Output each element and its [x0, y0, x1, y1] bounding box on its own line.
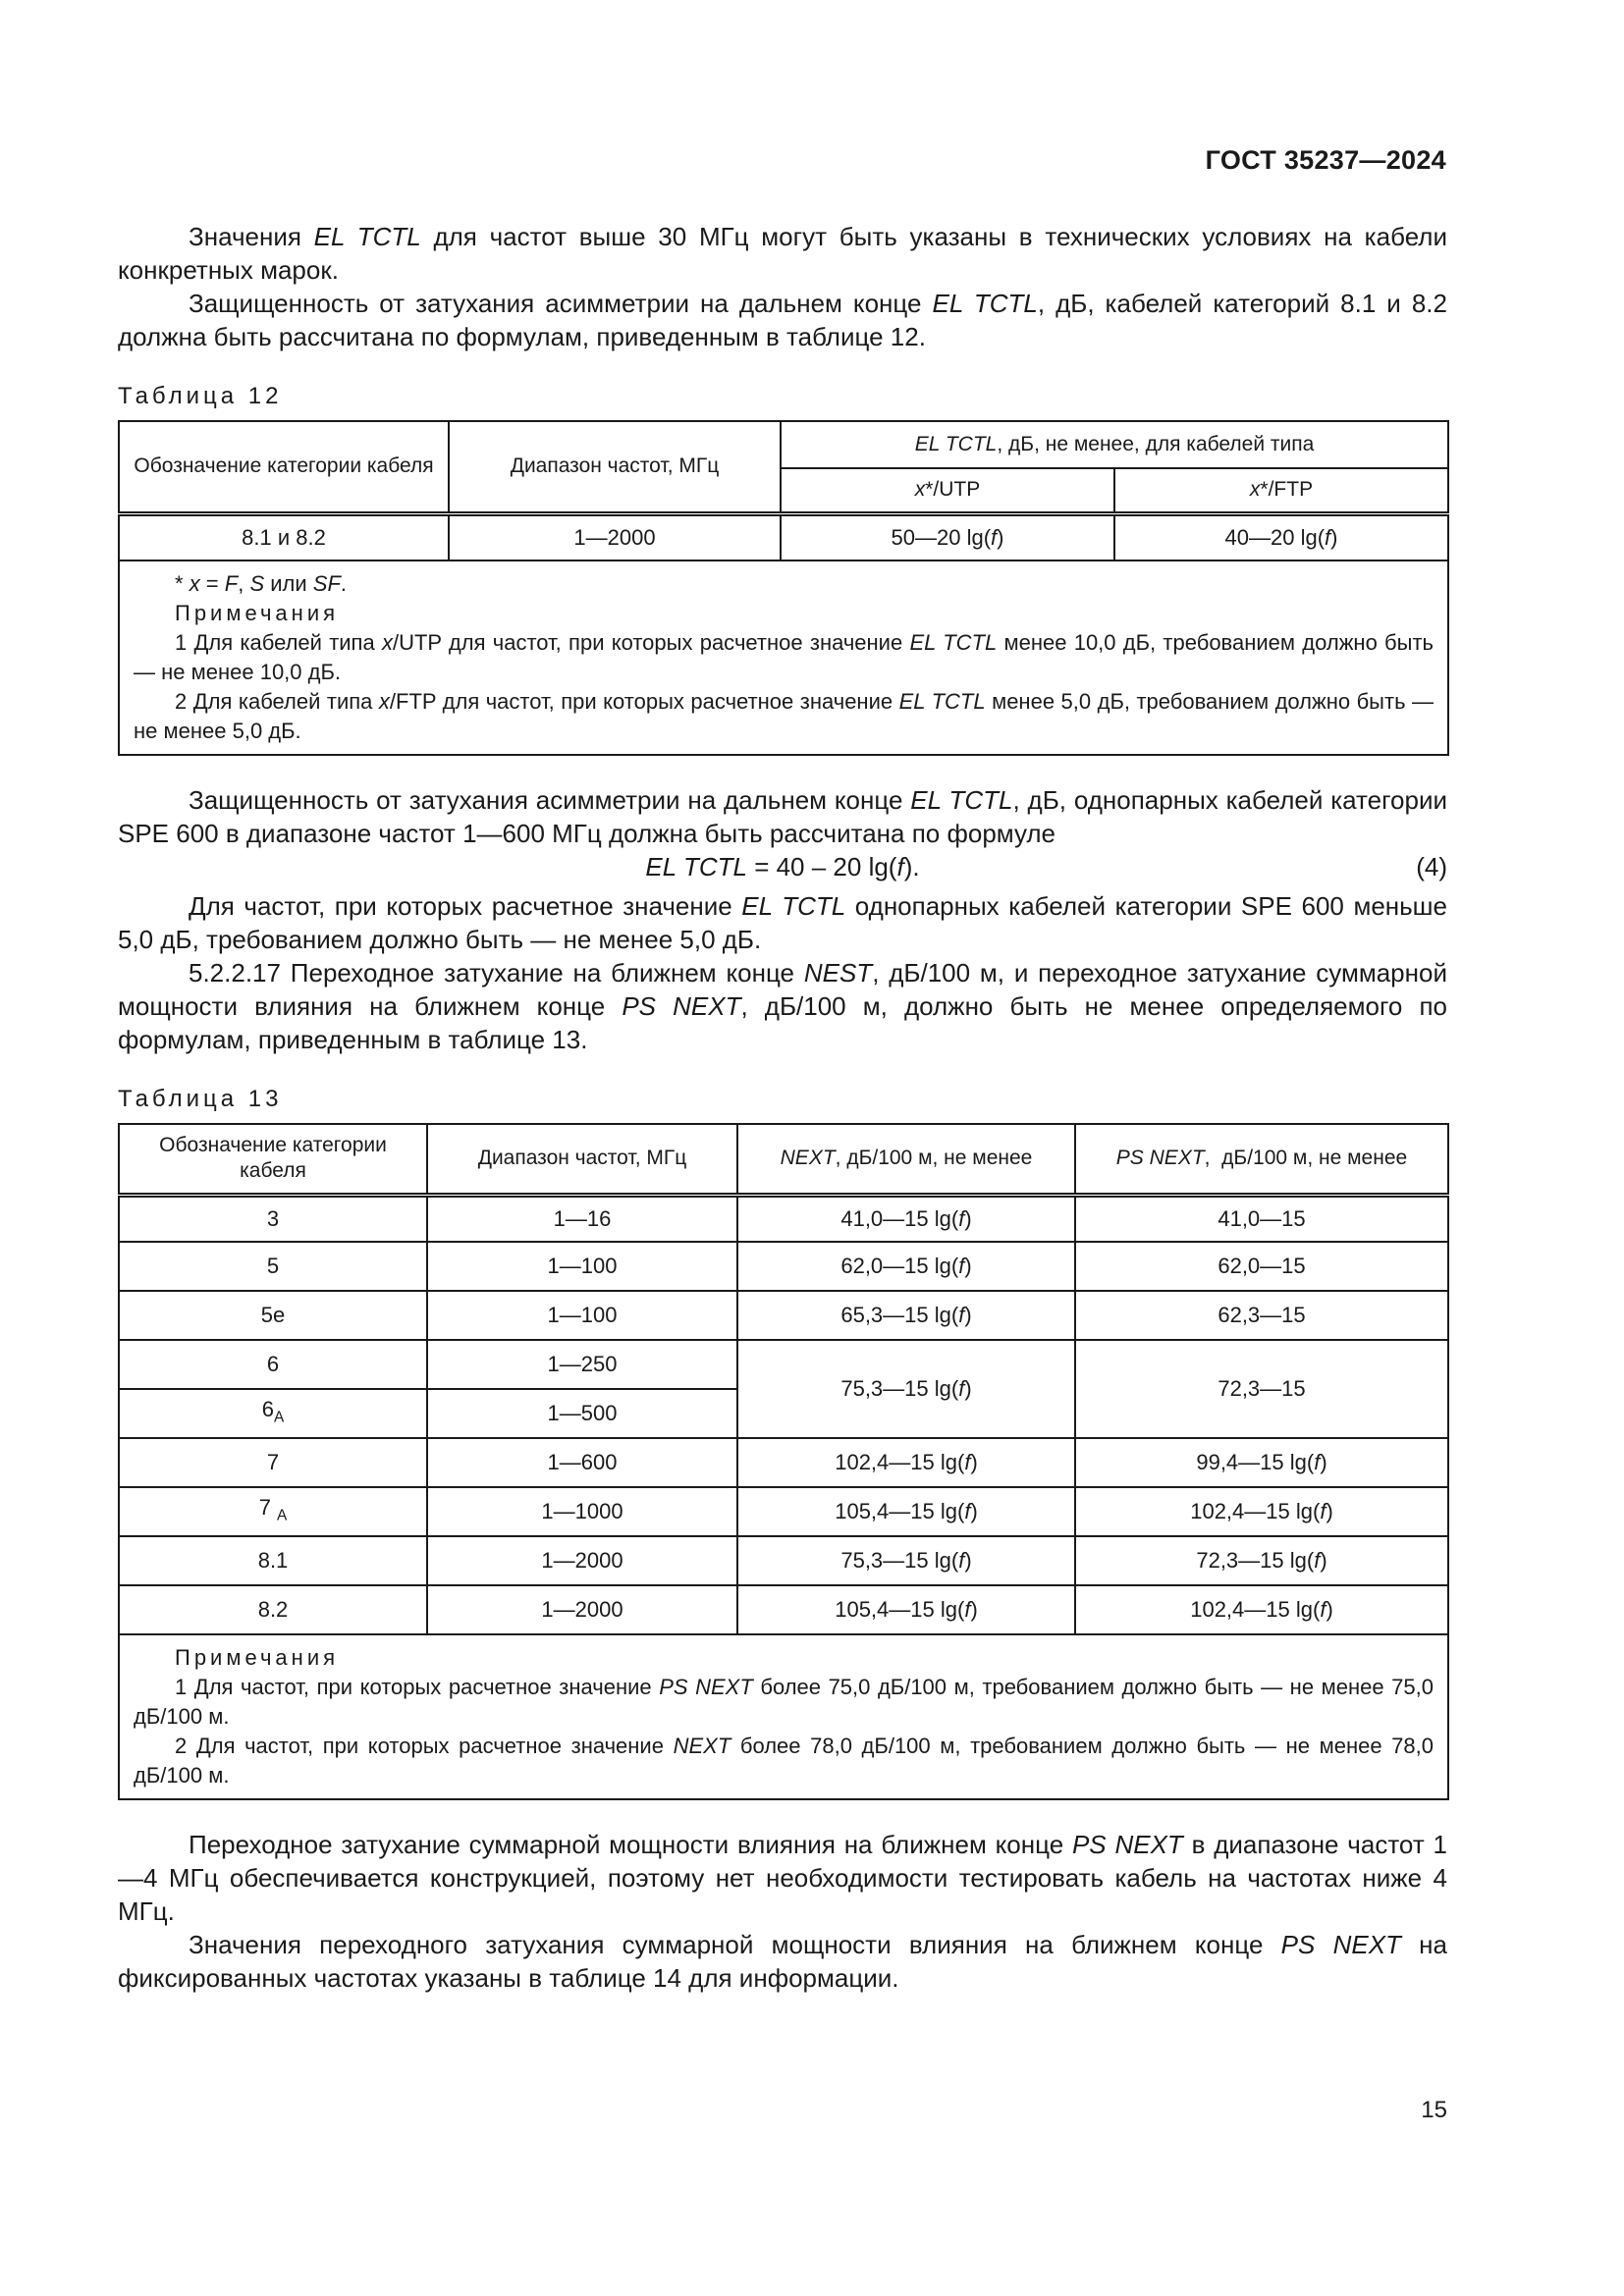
table-row — [119, 1340, 1448, 1389]
t12-header-ftp: x*/FTP — [1114, 468, 1448, 513]
t13-cell-range: 1—2000 — [427, 1536, 737, 1585]
t13-cell-psnext: 62,3—15 — [1075, 1291, 1448, 1340]
t13-cell-range: 1—100 — [427, 1291, 737, 1340]
t12-notes — [119, 561, 1448, 755]
t13-notes-title: Примечания — [175, 1645, 340, 1670]
t13-cell-range: 1—250 — [427, 1340, 737, 1389]
table-row — [119, 1536, 1448, 1585]
t13-cell-category: 7 — [119, 1438, 427, 1487]
paragraph-spe600-requirement: Для частот, при которых расчетное значение EL TCTL однопарных кабелей категории SPE 600 меньше 5,0 дБ, требованием должно быть — не менее 5,0 дБ. — [118, 891, 1447, 954]
t13-cell-next: 62,0—15 lg(f) — [737, 1242, 1075, 1291]
t12-note-1: 1 Для кабелей типа x/UTP для частот, при которых расчетное значение EL TCTL менее 10,0 дБ, требованием должно быть — не менее 10,0 дБ. — [134, 630, 1435, 684]
t13-cell-category: 8.2 — [119, 1585, 427, 1634]
t13-cell-psnext: 41,0—15 — [1075, 1195, 1448, 1242]
paragraph-eltctl-above-30mhz: Значения EL TCTL для частот выше 30 МГц могут быть указаны в технических условиях на кабели конкретных марок. — [118, 222, 1447, 285]
t13-note-2: 2 Для частот, при которых расчетное значение NEXT более 78,0 дБ/100 м, требованием должно быть — не менее 78,0 дБ/100 м. — [134, 1734, 1434, 1788]
t13-cell-next: 41,0—15 lg(f) — [737, 1195, 1075, 1242]
t13-cell-range: 1—1000 — [427, 1487, 737, 1536]
t13-cell-range: 1—600 — [427, 1438, 737, 1487]
t13-cell-psnext: 102,4—15 lg(f) — [1075, 1487, 1448, 1536]
table-13-caption: Таблица 13 — [118, 1086, 283, 1112]
t13-cell-next: 65,3—15 lg(f) — [737, 1291, 1075, 1340]
t13-cell-psnext: 102,4—15 lg(f) — [1075, 1585, 1448, 1634]
t13-cell-next: 102,4—15 lg(f) — [737, 1438, 1075, 1487]
document-code-header: ГОСТ 35237—2024 — [1205, 145, 1446, 175]
t13-cell-category: 5 — [119, 1242, 427, 1291]
table-13 — [118, 1123, 1449, 1800]
page-content — [118, 220, 1447, 1995]
t13-header-next: NEXT, дБ/100 м, не менее — [737, 1124, 1075, 1195]
t13-cell-psnext: 72,3—15 — [1075, 1340, 1448, 1438]
t13-cell-category: 7 $_A$ — [119, 1487, 427, 1536]
t13-cell-category: $6_A$ — [119, 1389, 427, 1438]
t13-cell-psnext: 72,3—15 lg(f) — [1075, 1536, 1448, 1585]
paragraph-psnext-table14: Значения переходного затухания суммарной мощности влияния на ближнем конце PS NEXT на фиксированных частотах указаны в таблице 14 для информации. — [118, 1930, 1448, 1993]
t13-cell-category: 5e — [119, 1291, 427, 1340]
t13-header-psnext: PS NEXT, дБ/100 м, не менее — [1075, 1124, 1448, 1195]
t12-header-utp: x*/UTP — [781, 468, 1114, 513]
t13-cell-range: 1—2000 — [427, 1585, 737, 1634]
t13-cell-category: 3 — [119, 1195, 427, 1242]
t12-note-2: 2 Для кабелей типа x/FTP для частот, при которых расчетное значение EL TCTL менее 5,0 дБ, требованием должно быть — не менее 5,0 дБ. — [134, 689, 1435, 743]
t13-header-category: Обозначение категории кабеля — [119, 1124, 427, 1195]
paragraph-5-2-2-17: 5.2.2.17 Переходное затухание на ближнем конце NEST, дБ/100 м, и переходное затухание суммарной мощности влияния на ближнем конце PS NEXT, дБ/100 м, должно быть не менее определяемого по формулам, приведенным в таблице 13. — [118, 958, 1447, 1054]
t13-cell-next: 105,4—15 lg(f) — [737, 1585, 1075, 1634]
table-row — [119, 1291, 1448, 1340]
paragraph-psnext-1-4mhz: Переходное затухание суммарной мощности влияния на ближнем конце PS NEXT в диапазоне частот 1—4 МГц обеспечивается конструкцией, поэтому нет необходимости тестировать кабель на частотах ниже 4 МГц. — [118, 1830, 1447, 1926]
t13-header-range: Диапазон частот, МГц — [427, 1124, 737, 1195]
formula-number: (4) — [1416, 852, 1447, 881]
t13-cell-next: 75,3—15 lg(f) — [737, 1340, 1075, 1438]
t13-cell-range: 1—500 — [427, 1389, 737, 1438]
t13-cell-category: 8.1 — [119, 1536, 427, 1585]
t12-cell-category: 8.1 и 8.2 — [119, 513, 449, 561]
paragraph-eltctl-cat8: Защищенность от затухания асимметрии на дальнем конце EL TCTL, дБ, кабелей категорий 8.1 и 8.2 должна быть рассчитана по формулам, приведенным в таблице 12. — [118, 289, 1447, 351]
t13-cell-category: 6 — [119, 1340, 427, 1389]
t13-cell-range: 1—100 — [427, 1242, 737, 1291]
table-12-caption: Таблица 12 — [118, 383, 283, 409]
t12-cell-ftp: 40—20 lg(f) — [1114, 513, 1448, 561]
t12-notes-title: Примечания — [175, 601, 340, 625]
formula-4 — [118, 850, 1447, 889]
table-row — [119, 1585, 1448, 1634]
t13-cell-psnext: 99,4—15 lg(f) — [1075, 1438, 1448, 1487]
t13-cell-psnext: 62,0—15 — [1075, 1242, 1448, 1291]
paragraph-spe600-eltctl: Защищенность от затухания асимметрии на дальнем конце EL TCTL, дБ, однопарных кабелей категории SPE 600 в диапазоне частот 1—600 МГц должна быть рассчитана по формуле — [118, 785, 1448, 848]
table-row — [119, 1242, 1448, 1291]
t12-footnote: * x = F, S или SF. — [175, 571, 348, 596]
t12-cell-range: 1—2000 — [449, 513, 781, 561]
t13-cell-next: 105,4—15 lg(f) — [737, 1487, 1075, 1536]
t13-note-1: 1 Для частот, при которых расчетное значение PS NEXT более 75,0 дБ/100 м, требованием должно быть — не менее 75,0 дБ/100 м. — [134, 1675, 1434, 1729]
t13-cell-next: 75,3—15 lg(f) — [737, 1536, 1075, 1585]
table-12 — [118, 420, 1449, 756]
table-row — [119, 513, 1448, 561]
t12-header-range: Диапазон частот, МГц — [449, 421, 781, 513]
t13-notes — [119, 1634, 1448, 1799]
table-row — [119, 1195, 1448, 1242]
table-row — [119, 1487, 1448, 1536]
t12-cell-utp: 50—20 lg(f) — [781, 513, 1114, 561]
table-row — [119, 1438, 1448, 1487]
t12-header-eltctl: EL TCTL, дБ, не менее, для кабелей типа — [781, 421, 1448, 468]
formula-expression: EL TCTL = 40 – 20 lg(f). — [645, 852, 920, 881]
page-number: 15 — [1421, 2097, 1447, 2123]
t13-cell-range: 1—16 — [427, 1195, 737, 1242]
t12-header-category: Обозначение категории кабеля — [119, 421, 449, 513]
